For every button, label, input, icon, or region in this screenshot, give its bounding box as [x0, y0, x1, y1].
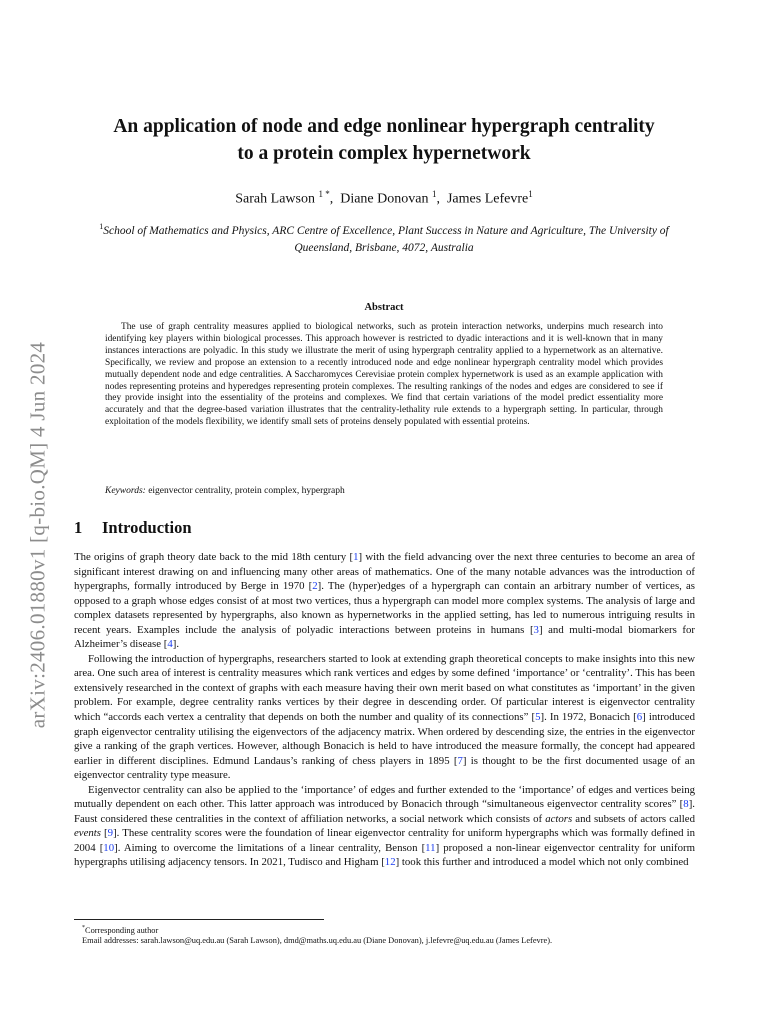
- citation-link[interactable]: [ 5 ]: [531, 711, 544, 723]
- citation-link[interactable]: [ 9 ]: [104, 827, 117, 839]
- section-heading-introduction: [74, 518, 192, 538]
- author-name: James Lefevre: [446, 191, 529, 207]
- footnote-corresponding-author: [82, 923, 694, 936]
- author-name: Sarah Lawson: [235, 191, 315, 207]
- keywords-text: eigenvector centrality, protein complex, hypergraph: [148, 486, 345, 496]
- footnote-rule: [74, 919, 324, 920]
- citation-link[interactable]: [ 7 ]: [454, 755, 467, 767]
- footnote-text: Corresponding author: [85, 925, 159, 935]
- footnote-emails: Email addresses: sarah.lawson@uq.edu.au (Sarah Lawson), dmd@maths.uq.edu.au (Diane Donovan), j.lefevre@uq.edu.au (James Lefevre).: [82, 936, 553, 945]
- arxiv-sidebar-stamp: [16, 305, 60, 765]
- author-affiliation-mark: 1: [528, 189, 533, 199]
- paragraph: Following the introduction of hypergraphs, researchers started to look at extending graph theoretical concepts to make insights into this new area. One such area of interest is centrality measures which rank vertices and edges by some defined ‘importance’ or ‘centrality’. This has been extensively researched in the context of graphs with each measure having their own merit based on what constitutes as ‘important’ in the given problem. For example, degree centrality ranks vertices by their degree in descending order. Of particular interest is eigenvector centrality which “accords each vertex a centrality that depends on both the number and quality of its connections” [ 5 ] . In 1972, Bonacich [ 6 ] introduced graph eigenvector centrality utilising the eigenvectors of the adjacency matrix. When ordered by descending size, the entries in the eigenvector give a ranking of the graph vertices. However, although Bonacich is held to have introduced the measure formally, the concept had appeared earlier in different disciplines. Edmund Landaus’s ranking of chess players in 1895 [ 7 ] is thought to be the first documented usage of an eigenvector centrality type measure.: [74, 652, 695, 783]
- title-line-2: to a protein complex hypernetwork: [237, 143, 531, 164]
- emphasized-term: events: [74, 827, 101, 840]
- citation-link[interactable]: [ 1 ]: [349, 551, 362, 563]
- abstract-text: The use of graph centrality measures applied to biological networks, such as protein interaction networks, underpins much research into identifying key players within biological processes. This approach however is restricted to dyadic interactions and it is well-known that in many instances interactions are polyadic. In this study we illustrate the merit of using hypergraph centrality applied to a hypernetwork as an alternative. Specifically, we review and propose an extension to a recently introduced node and edge nonlinear hypergraph centrality model which provides mutually dependent node and edge centralities. A Saccharomyces Cerevisiae protein complex hypernetwork is used as an example application with nodes representing proteins and hyperedges representing protein complexes. The resulting rankings of the nodes and edges are considered to see if they provide insight into the essentiality of the proteins and complexes. We find that certain variations of the model predict essentiality more accurately and that the degree-based variation illustrates that the centrality-lethality rule extends to a hypergraph setting. In particular, through exploitation of the models flexibility, we identify small sets of proteins densely populated with essential proteins.: [105, 322, 663, 428]
- citation-link[interactable]: [ 11 ]: [422, 842, 440, 854]
- author-affiliation-mark: 1 *: [318, 189, 330, 199]
- section-number: 1: [74, 518, 83, 537]
- paragraph: The origins of graph theory date back to the mid 18th century [ 1 ] with the field advancing over the next three centuries to become an area of significant interest drawing on and influencing many other areas of mathematics. One of the many notable advances was the introduction of hypergraphs, formally introduced by Berge in 1970 [ 2 ] . The (hyper)edges of a hypergraph can contain an arbitrary number of vertices, as opposed to a graph whose edges consist of at most two vertices, thus a hypergraph can model more complex systems. The analysis of large and complex datasets represented by hypergraphs, also known as hypernetworks in the applied setting, has led to numerous intriguing results in recent years. Examples include the analysis of polyadic interactions between proteins in humans [ 3 ] and multi-modal biomarkers for Alzheimer’s disease [ 4 ] .: [74, 550, 695, 652]
- paper-title: [60, 113, 708, 167]
- citation-link[interactable]: [ 8 ]: [680, 798, 693, 810]
- paragraph: Eigenvector centrality can also be applied to the ‘importance’ of edges and further extended to the ‘importance’ of edges and vertices being mutually dependent on each other. This latter approach was introduced by Bonacich through “simultaneous eigenvector centrality scores” [ 8 ] . Faust considered these centralities in the context of affiliation networks, a social network which consists of actors and subsets of actors called events [ 9 ] . These centrality scores were the foundation of linear eigenvector centrality for uniform hypergraphs which was formally defined in 2004 [ 10 ] . Aiming to overcome the limitations of a linear centrality, Benson [ 11 ] proposed a non-linear eigenvector centrality for uniform hypergraphs utilising adjacency tensors. In 2021, Tudisco and Higham [ 12 ] took this further and introduced a model which not only combined: [74, 783, 695, 870]
- section-title: Introduction: [102, 518, 192, 537]
- emphasized-term: actors: [545, 812, 573, 825]
- keywords: [105, 485, 663, 497]
- citation-link[interactable]: [ 10 ]: [100, 842, 118, 854]
- arxiv-identifier: arXiv:2406.01880v1 [q-bio.QM] 4 Jun 2024: [25, 341, 50, 729]
- citation-link[interactable]: [ 2 ]: [309, 580, 322, 592]
- citation-link[interactable]: [ 4 ]: [164, 638, 177, 650]
- citation-link[interactable]: [ 6 ]: [633, 711, 646, 723]
- affiliation-mark: 1: [99, 222, 104, 231]
- keywords-label: Keywords:: [105, 486, 146, 496]
- abstract-heading: Abstract: [364, 302, 404, 313]
- introduction-body: [74, 550, 695, 870]
- citation-link[interactable]: [ 12 ]: [381, 856, 399, 868]
- citation-link[interactable]: [ 3 ]: [530, 624, 543, 636]
- affiliation: [74, 218, 694, 257]
- author-list: Sarah Lawson $^{1 *}$, Diane Donovan $^1$, James Lefevre$^1$: [235, 189, 533, 207]
- title-line-1: An application of node and edge nonlinear hypergraph centrality: [113, 116, 655, 137]
- affiliation-text: School of Mathematics and Physics, ARC Centre of Excellence, Plant Success in Nature and Agriculture, The University of Queensland, Brisbane, 4072, Australia: [103, 224, 669, 254]
- author-name: Diane Donovan: [340, 191, 429, 207]
- footnote-mark: *: [82, 925, 85, 931]
- author-affiliation-mark: 1: [431, 189, 437, 199]
